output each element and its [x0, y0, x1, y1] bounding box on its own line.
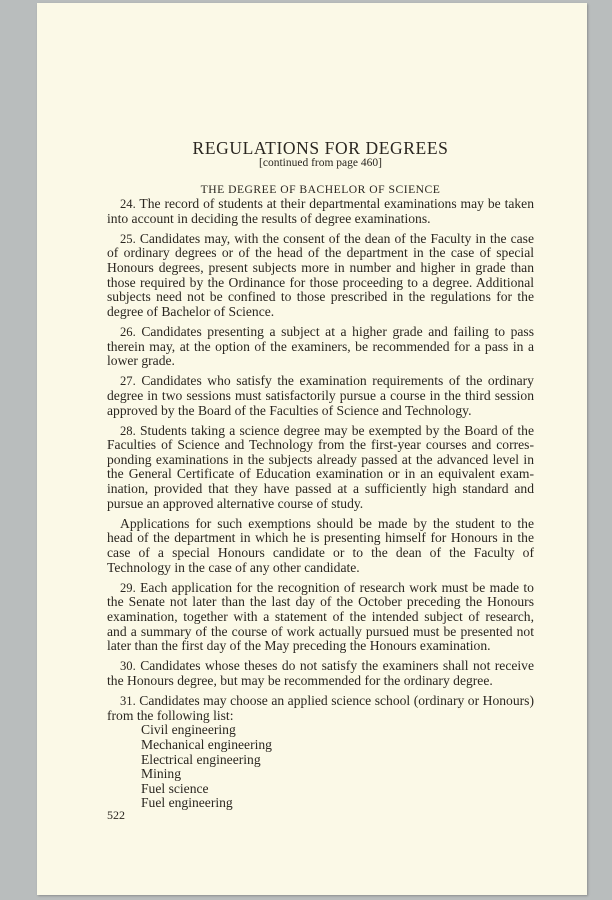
list-item: Mechanical engineering — [141, 736, 272, 752]
paragraph-number: 26. — [120, 324, 136, 339]
list-item: Fuel engineering — [141, 795, 233, 811]
paragraph-text: Applications for such exemptions should be made by the student to the head of the department in which he is presenting himself for Honours in the case of a special Honours candidate or to the dean of the Faculty of Technology in the case of any other candidate. — [107, 515, 534, 575]
list-item: Electrical engineering — [141, 751, 261, 767]
paragraph-number: 29. — [120, 580, 136, 595]
paragraph-text: Candidates may choose an applied science school (ordinary or Honours) from the following list: — [107, 693, 534, 723]
paragraph-number: 31. — [120, 694, 136, 709]
paragraph-text: Students taking a science degree may be exempted by the Board of the Faculties of Science and Technology from the first-year courses and corresponding examinations in the subjects already passed at the advanced level in the General Certificate of Education examination or in an equivalent examination, provided that they have passed at a sufficiently high standard and pursue an approved alternative course of study. — [107, 422, 534, 511]
regulation-paragraph-28 — [107, 424, 534, 512]
paragraph-number: 24. — [120, 197, 136, 211]
regulations-body — [107, 197, 534, 811]
continuation-note: [continued from page 460] — [259, 157, 382, 169]
regulation-paragraph-25 — [107, 232, 534, 320]
paragraph-number: 25. — [120, 231, 136, 246]
list-item: Fuel science — [141, 780, 209, 796]
regulation-paragraph-30 — [107, 659, 534, 688]
regulation-paragraph-29 — [107, 581, 534, 654]
paragraph-text: Candidates presenting a subject at a higher grade and failing to pass therein may, at the option of the examiners, be recommended for a pass in a lower grade. — [107, 323, 534, 369]
section-heading: THE DEGREE OF BACHELOR OF SCIENCE — [200, 183, 441, 196]
document-page — [37, 3, 587, 895]
paragraph-text: The record of students at their departmental examinations may be taken into account in deciding the results of degree examinations. — [107, 196, 535, 226]
regulation-paragraph-26 — [107, 325, 534, 369]
paragraph-number: 27. — [120, 374, 136, 389]
page-number: 522 — [107, 808, 125, 822]
applied-science-school-list — [107, 723, 534, 811]
paragraph-number: 28. — [120, 423, 136, 438]
regulation-paragraph-24 — [107, 197, 534, 226]
list-item: Civil engineering — [141, 722, 236, 738]
paragraph-text: Candidates may, with the consent of the dean of the Faculty in the case of ordinary degrees or of the head of the department in the case of special Honours degrees, present subjects more in number and higher in grade than those required by the Ordinance for those proceeding to a degree. Additional subjects need not be confined to those prescribed in the regulations for the degree of Bachelor of Science. — [107, 230, 534, 319]
paragraph-text: Each application for the recognition of research work must be made to the Senate not later than the last day of the October preceding the Honours examination, together with a statement of the intended subject of research, and a summary of the course of work actually pursued must be presented not later than the first day of the May preceding the Honours examination. — [107, 579, 534, 654]
exemption-applications-paragraph — [107, 517, 534, 575]
paragraph-text: Candidates who satisfy the examination requirements of the ordinary degree in two sessions must satisfactorily pursue a course in the third session approved by the Board of the Faculties of Science and Technology. — [107, 373, 534, 418]
paragraph-text: Candidates whose theses do not satisfy the examiners shall not receive the Honours degree, but may be recommended for the ordinary degree. — [107, 658, 535, 688]
list-item: Mining — [141, 766, 182, 782]
paragraph-number: 30. — [120, 659, 136, 674]
page-title: REGULATIONS FOR DEGREES — [192, 138, 449, 158]
regulation-paragraph-31 — [107, 694, 534, 723]
regulation-paragraph-27 — [107, 374, 534, 418]
